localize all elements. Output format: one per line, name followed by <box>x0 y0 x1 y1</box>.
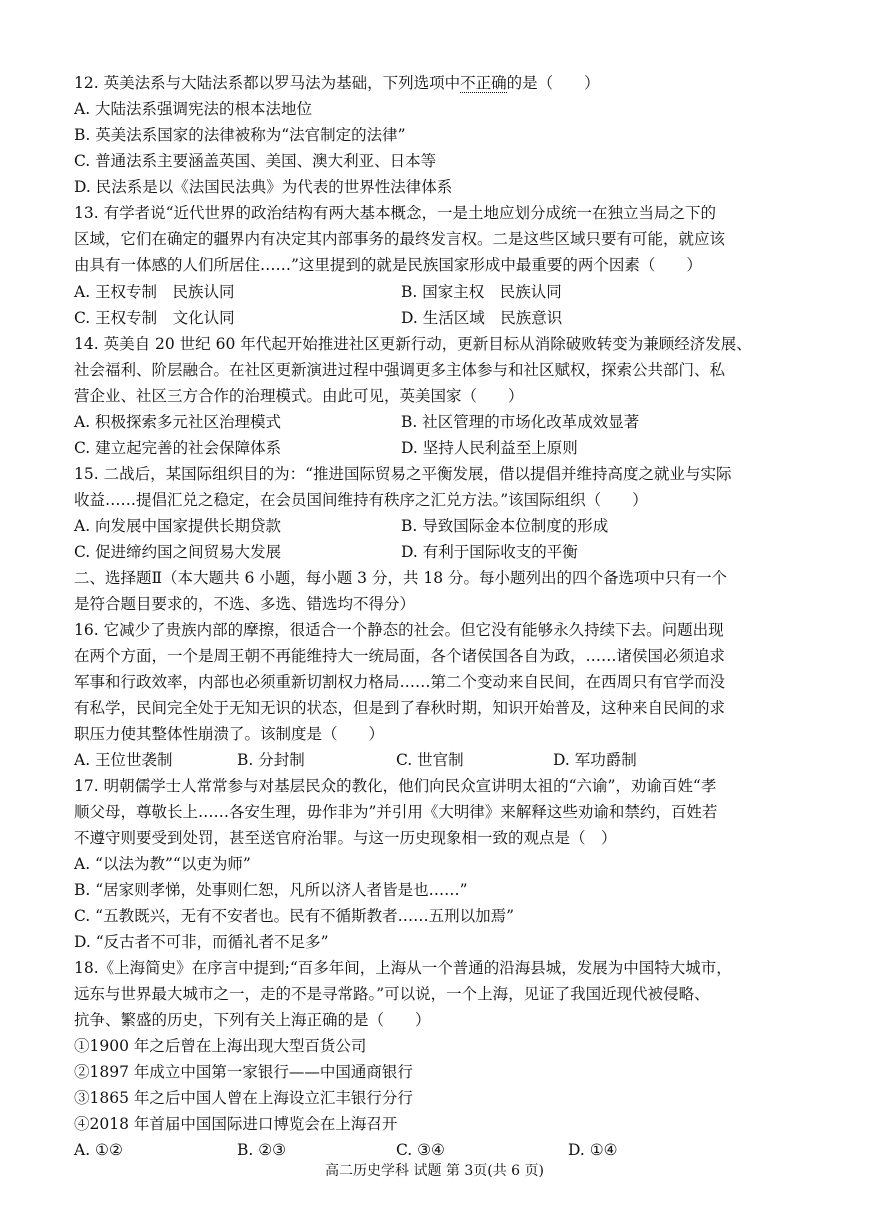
page-footer: 高二历史学科 试题 第 3页(共 6 页) <box>325 1163 544 1179</box>
q17-option-b: B. “居家则孝悌，处事则仁恕，凡所以济人者皆是也……” <box>74 881 468 899</box>
q16-line-5: 职压力使其整体性崩溃了。该制度是（ ） <box>74 725 385 743</box>
q18-statement-3: ③1865 年之后中国人曾在上海设立汇丰银行分行 <box>74 1089 413 1107</box>
q13-line-3: 由具有一体感的人们所居住……”这里提到的就是民族国家形成中最重要的两个因素（ ） <box>74 256 702 274</box>
q13-line-1: 13. 有学者说“近代世界的政治结构有两大基本概念，一是土地应划分成统一在独立当局之下的 <box>74 204 717 222</box>
q14-option-c: C. 建立起完善的社会保障体系 <box>74 439 282 457</box>
q15-line-2: 收益……提倡汇兑之稳定，在会员国间维持有秩序之汇兑方法。”该国际组织（ ） <box>74 491 648 509</box>
q18-option-d: D. ①④ <box>568 1141 618 1159</box>
q18-option-c: C. ③④ <box>396 1141 445 1159</box>
q12-option-b: B. 英美法系国家的法律被称为“法官制定的法律” <box>74 126 406 144</box>
section-2-heading: 二、选择题Ⅱ（本大题共 6 小题，每小题 3 分，共 18 分。每小题列出的四个备选项中只有一个 <box>74 569 728 587</box>
q15-option-b: B. 导致国际金本位制度的形成 <box>401 517 609 535</box>
q14-line-1: 14. 英美自 20 世纪 60 年代起开始推进社区更新行动，更新目标从消除破败转变为兼顾经济发展、 <box>74 335 752 353</box>
q15-option-a: A. 向发展中国家提供长期贷款 <box>74 517 282 535</box>
q18-option-a: A. ①② <box>74 1141 123 1159</box>
q16-option-a: A. 王位世袭制 <box>74 751 173 769</box>
q14-line-3: 营企业、社区三方合作的治理模式。由此可见，英美国家（ ） <box>74 387 524 405</box>
q12-option-a: A. 大陆法系强调宪法的根本法地位 <box>74 100 313 118</box>
q18-line-2: 远东与世界最大城市之一，走的不是寻常路。”可以说，一个上海，见证了我国近现代被侵略、 <box>74 985 710 1003</box>
q13-option-d: D. 生活区域 民族意识 <box>401 309 563 327</box>
q13-line-2: 区域，它们在确定的疆界内有决定其内部事务的最终发言权。二是这些区域只要有可能，就应该 <box>74 230 726 248</box>
q12-option-d: D. 民法系是以《法国民法典》为代表的世界性法律体系 <box>74 178 453 196</box>
q17-line-3: 不遵守则要受到处罚，甚至送官府治罪。与这一历史现象相一致的观点是（ ） <box>74 829 617 847</box>
q18-line-1: 18.《上海简史》在序言中提到;“百多年间，上海从一个普通的沿海县城，发展为中国特大城市， <box>74 959 732 977</box>
q14-option-d: D. 坚持人民利益至上原则 <box>401 439 578 457</box>
q18-option-b: B. ②③ <box>237 1141 287 1159</box>
q17-option-c: C. “五教既兴，无有不安者也。民有不循斯教者……五刑以加焉” <box>74 907 515 925</box>
q18-line-3: 抗争、繁盛的历史，下列有关上海正确的是（ ） <box>74 1011 431 1029</box>
q16-line-4: 有私学，民间完全处于无知无识的状态，但是到了春秋时期，知识开始普及，这种来自民间的求 <box>74 699 726 717</box>
q18-statement-2: ②1897 年成立中国第一家银行——中国通商银行 <box>74 1063 413 1081</box>
q14-option-b: B. 社区管理的市场化改革成效显著 <box>401 413 640 431</box>
q17-line-2: 顺父母，尊敬长上……各安生理，毋作非为”并引用《大明律》来解释这些劝谕和禁约，百姓若 <box>74 803 718 821</box>
q16-line-3: 军事和行政效率，内部也必须重新切割权力格局……第二个变动来自民间，在西周只有官学而没 <box>74 673 726 691</box>
q17-option-a: A. “以法为教”“以吏为师” <box>74 855 251 873</box>
section-2-instructions: 是符合题目要求的，不选、多选、错选均不得分） <box>74 595 416 613</box>
q12-stem-end: 的是（ ） <box>506 74 600 92</box>
q18-statement-4: ④2018 年首届中国国际进口博览会在上海召开 <box>74 1115 398 1133</box>
q12-emphasis: 不正确 <box>460 74 507 92</box>
q16-line-1: 16. 它减少了贵族内部的摩擦，很适合一个静态的社会。但它没有能够永久持续下去。问题出现 <box>74 621 724 639</box>
q12-option-c: C. 普通法系主要涵盖英国、美国、澳大利亚、日本等 <box>74 152 437 170</box>
q15-line-1: 15. 二战后，某国际组织目的为：“推进国际贸易之平衡发展，借以提倡并维持高度之就业与实际 <box>74 465 732 483</box>
q16-line-2: 在两个方面，一个是周王朝不再能维持大一统局面，各个诸侯国各自为政，……诸侯国必须追求 <box>74 647 726 665</box>
q12-stem <box>74 70 804 96</box>
q17-option-d: D. “反古者不可非，而循礼者不足多” <box>74 933 329 951</box>
q16-option-c: C. 世官制 <box>396 751 464 769</box>
q18-statement-1: ①1900 年之后曾在上海出现大型百货公司 <box>74 1037 367 1055</box>
q17-line-1: 17. 明朝儒学士人常常参与对基层民众的教化，他们向民众宣讲明太祖的“六谕”，劝谕百姓“孝 <box>74 777 717 795</box>
q13-option-b: B. 国家主权 民族认同 <box>401 283 562 301</box>
q12-stem-text: 12. 英美法系与大陆法系都以罗马法为基础，下列选项中 <box>74 74 461 92</box>
q16-option-d: D. 军功爵制 <box>553 751 637 769</box>
q13-option-c: C. 王权专制 文化认同 <box>74 309 235 327</box>
q16-option-b: B. 分封制 <box>237 751 305 769</box>
q15-option-c: C. 促进缔约国之间贸易大发展 <box>74 543 282 561</box>
q14-line-2: 社会福利、阶层融合。在社区更新演进过程中强调更多主体参与和社区赋权，探索公共部门、私 <box>74 361 726 379</box>
q13-option-a: A. 王权专制 民族认同 <box>74 283 235 301</box>
q15-option-d: D. 有利于国际收支的平衡 <box>401 543 578 561</box>
q14-option-a: A. 积极探索多元社区治理模式 <box>74 413 282 431</box>
